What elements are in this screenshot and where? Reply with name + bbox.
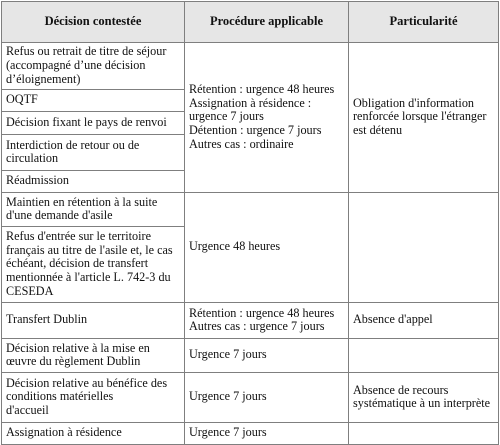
particularite-assignation	[349, 423, 499, 445]
decision-pays-renvoi: Décision fixant le pays de renvoi	[2, 112, 185, 135]
table-row	[2, 43, 499, 90]
procedure-transfert-dublin: Rétention : urgence 48 heures Autres cas : urgence 7 jours	[185, 303, 349, 339]
decision-refus-entree: Refus d'entrée sur le territoire français au titre de l'asile et, le cas échéant, décision de transfert mentionnée à l'article L. 742-3 du CESEDA	[2, 227, 185, 303]
header-row	[2, 2, 499, 43]
procedure-conditions-materielles: Urgence 7 jours	[185, 373, 349, 423]
decision-maintien-retention: Maintien en rétention à la suite d'une demande d'asile	[2, 193, 185, 227]
header-procedure: Procédure applicable	[185, 2, 349, 43]
table-header	[2, 2, 499, 43]
procedure-mise-en-oeuvre-dublin: Urgence 7 jours	[185, 339, 349, 373]
particularite-transfert-dublin: Absence d'appel	[349, 303, 499, 339]
procedure-group-asile: Urgence 48 heures	[185, 193, 349, 303]
decision-refus-titre: Refus ou retrait de titre de séjour (accompagné d’une décision d’éloignement)	[2, 43, 185, 90]
decision-conditions-materielles: Décision relative au bénéfice des conditions matérielles d'accueil	[2, 373, 185, 423]
table-row	[2, 339, 499, 373]
particularite-group-asile	[349, 193, 499, 303]
particularite-mise-en-oeuvre-dublin	[349, 339, 499, 373]
table-row	[2, 373, 499, 423]
decision-assignation: Assignation à résidence	[2, 423, 185, 445]
header-decision: Décision contestée	[2, 2, 185, 43]
procedure-group-eloignement: Rétention : urgence 48 heures Assignation à résidence : urgence 7 jours Détention : urgence 7 jours Autres cas : ordinaire	[185, 43, 349, 193]
decision-oqtf: OQTF	[2, 90, 185, 112]
table-row	[2, 303, 499, 339]
table-row	[2, 193, 499, 227]
table-body	[2, 43, 499, 445]
particularite-group-eloignement: Obligation d'information renforcée lorsque l'étranger est détenu	[349, 43, 499, 193]
header-particularite: Particularité	[349, 2, 499, 43]
decision-interdiction: Interdiction de retour ou de circulation	[2, 135, 185, 171]
particularite-conditions-materielles: Absence de recours systématique à un interprète	[349, 373, 499, 423]
decision-readmission: Réadmission	[2, 171, 185, 193]
procedure-table	[1, 1, 499, 445]
decision-mise-en-oeuvre-dublin: Décision relative à la mise en œuvre du règlement Dublin	[2, 339, 185, 373]
procedure-assignation: Urgence 7 jours	[185, 423, 349, 445]
table-row	[2, 423, 499, 445]
decision-transfert-dublin: Transfert Dublin	[2, 303, 185, 339]
